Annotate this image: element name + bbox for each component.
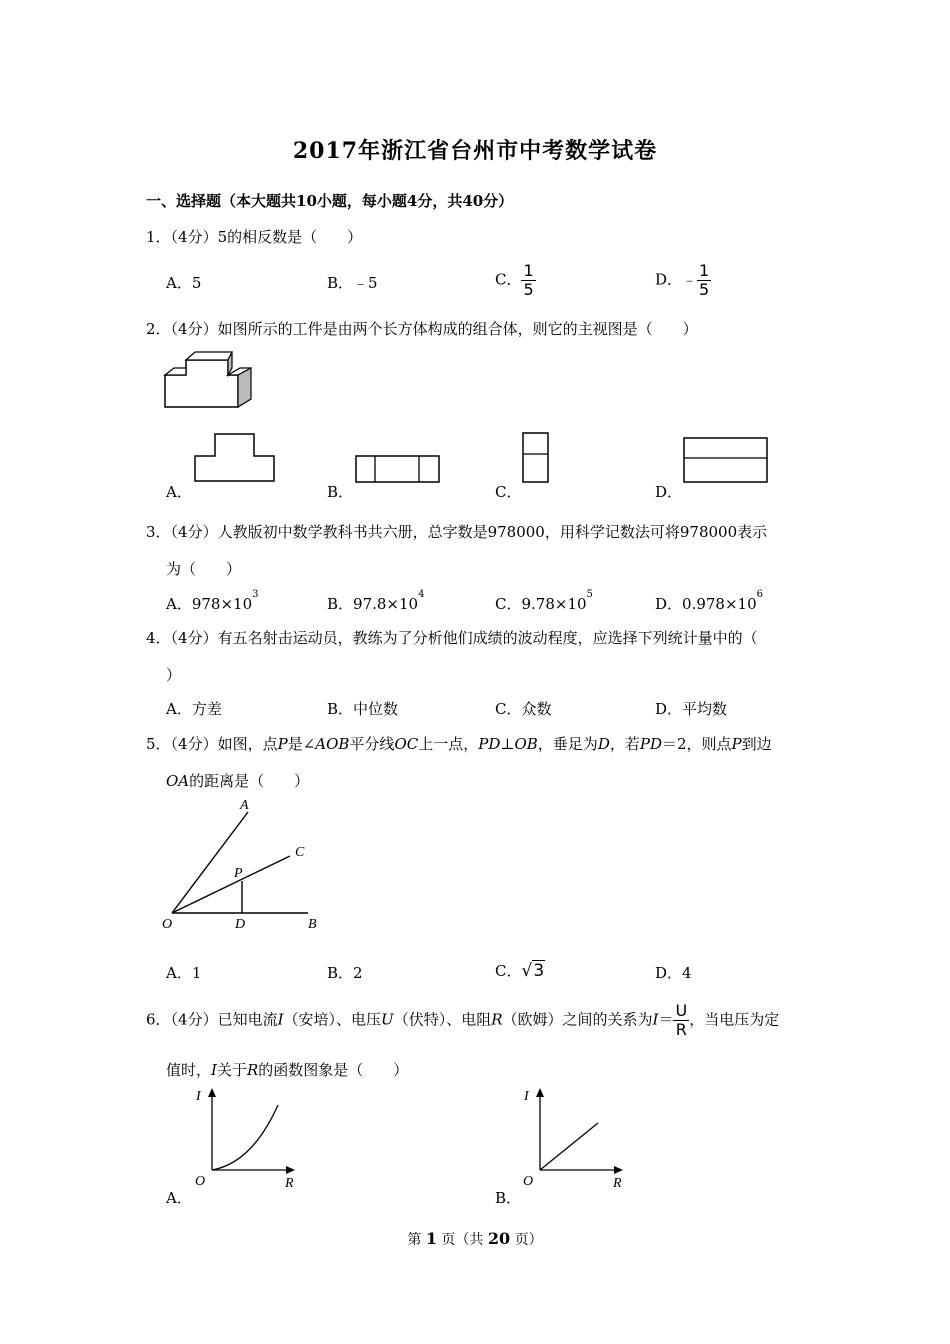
q6-line2-var-i: I xyxy=(211,1061,217,1079)
q6-var-i-2: I xyxy=(652,1010,659,1029)
q2-option-c-figure xyxy=(522,432,550,484)
q5-text-5: ⊥ xyxy=(500,735,515,753)
q3-option-d-exp: 6 xyxy=(756,589,763,600)
q6-a-axis-o: O xyxy=(195,1174,206,1189)
footer-page-number: 1 xyxy=(425,1229,437,1248)
q5-var-p-2: P xyxy=(731,735,742,753)
q6-var-i: I xyxy=(277,1010,284,1029)
q1-option-d-fraction xyxy=(697,262,711,299)
q6-option-b-graph xyxy=(520,1085,635,1195)
q2-option-d: D． xyxy=(655,483,683,501)
q5-option-c-radicand: 3 xyxy=(533,961,545,981)
q5-var-pd-2: PD xyxy=(639,735,662,753)
q6-text-5: ＝ xyxy=(658,1010,674,1029)
q5-var-ob: OB xyxy=(514,735,538,753)
q4-option-b: B．中位数 xyxy=(327,700,399,718)
q1-option-a: A．5 xyxy=(166,274,202,292)
q5-var-d: D xyxy=(597,735,610,753)
q5-text-6: ，垂足为 xyxy=(537,735,598,753)
q3-option-c-base: C．9.78×10 xyxy=(495,595,587,613)
question-5-line-1 xyxy=(146,733,772,754)
q5-label-c: C xyxy=(295,845,305,860)
q6-formula-den: R xyxy=(675,1020,687,1039)
q3-option-c xyxy=(495,589,593,614)
question-6-line-2 xyxy=(166,1059,408,1080)
q6-line2-text-1: 值时， xyxy=(166,1061,212,1079)
q1-option-c-label: C． xyxy=(495,270,522,289)
q5-var-aob: AOB xyxy=(315,735,350,753)
q3-option-b xyxy=(327,589,425,614)
q5-option-b: B．2 xyxy=(327,964,363,982)
q2-option-a: A． xyxy=(166,483,192,501)
q6-line2-text-2: 关于 xyxy=(216,1061,247,1079)
q6-option-b: B． xyxy=(495,1189,522,1207)
q2-option-d-figure xyxy=(683,437,769,483)
q6-text-3: （伏特）、电阻 xyxy=(393,1010,492,1029)
footer-total-pages: 20 xyxy=(487,1229,511,1248)
q5-var-oc: OC xyxy=(394,735,419,753)
q5-option-d: D．4 xyxy=(655,964,692,982)
q2-option-b-figure xyxy=(355,455,441,483)
q5-option-c-sqrt: √3 xyxy=(521,961,545,981)
q5-label-d: D xyxy=(235,917,246,932)
q5-option-c xyxy=(495,960,545,981)
q3-option-b-base: B．97.8×10 xyxy=(327,595,419,613)
q4-option-a: A．方差 xyxy=(166,700,222,718)
q5-text-2: 是∠ xyxy=(287,735,316,753)
q4-option-d: D．平均数 xyxy=(655,700,728,718)
q5-option-a: A．1 xyxy=(166,964,202,982)
q6-formula-num: U xyxy=(675,1001,688,1020)
q6-text-6: ，当电压为定 xyxy=(689,1010,780,1029)
q5-var-p: P xyxy=(277,735,288,753)
q2-workpiece-figure xyxy=(164,349,256,409)
q3-option-d xyxy=(655,589,763,614)
q5-text-4: 上一点， xyxy=(418,735,479,753)
question-4-line-1: 4．（4分）有五名射击运动员，教练为了分析他们成绩的波动程度，应选择下列统计量中的（ xyxy=(146,629,758,647)
q5-angle-figure xyxy=(160,796,330,936)
q2-option-c: C． xyxy=(495,483,522,501)
q5-label-o: O xyxy=(162,917,173,932)
q5-option-c-label: C． xyxy=(495,962,522,980)
q5-text-3: 平分线 xyxy=(349,735,395,753)
q1-option-c-fraction xyxy=(521,262,535,299)
q6-formula-fraction xyxy=(673,1002,689,1039)
q5-text-1: 5．（4分）如图，点 xyxy=(146,735,278,753)
q6-text-2: （安培）、电压 xyxy=(283,1010,382,1029)
q6-a-axis-r: R xyxy=(285,1176,294,1191)
q1-option-d xyxy=(655,262,711,299)
q6-var-u: U xyxy=(381,1010,394,1029)
q5-text-10: 的距离是（ ） xyxy=(189,772,310,790)
q5-label-a: A xyxy=(240,798,249,813)
q5-var-oa: OA xyxy=(166,772,190,790)
q6-line2-text-3: 的函数图象是（ ） xyxy=(258,1061,409,1079)
q1-option-c-num: 1 xyxy=(523,261,534,280)
section-heading: 一、选择题（本大题共10小题，每小题4分，共40分） xyxy=(146,192,514,210)
q1-option-d-sign: ﹣ xyxy=(682,270,698,289)
question-3-line-2: 为（ ） xyxy=(166,560,242,578)
q2-option-a-figure xyxy=(194,433,276,483)
q3-option-b-exp: 4 xyxy=(418,589,425,600)
q5-text-9: 到边 xyxy=(741,735,772,753)
q3-option-a xyxy=(166,589,259,614)
q5-var-pd: PD xyxy=(478,735,501,753)
q1-option-d-num: 1 xyxy=(699,261,710,280)
q1-option-c xyxy=(495,262,536,299)
q1-option-c-den: 5 xyxy=(523,280,534,299)
q3-option-a-base: A．978×10 xyxy=(166,595,253,613)
question-3-line-1: 3．（4分）人教版初中数学教科书共六册，总字数是978000，用科学记数法可将978000表示 xyxy=(146,523,768,541)
q5-text-8: ＝2，则点 xyxy=(661,735,732,753)
q1-option-d-den: 5 xyxy=(699,280,710,299)
q6-line2-var-r: R xyxy=(246,1061,259,1079)
question-1: 1．（4分）5的相反数是（ ） xyxy=(146,228,363,246)
q2-option-b: B． xyxy=(327,483,354,501)
q3-option-a-exp: 3 xyxy=(252,589,259,600)
q1-option-b: B．﹣5 xyxy=(327,274,378,292)
q3-option-c-exp: 5 xyxy=(586,589,593,600)
q6-a-axis-i: I xyxy=(196,1089,201,1104)
footer-text-1: 第 xyxy=(407,1232,426,1248)
q6-option-a: A． xyxy=(166,1189,192,1207)
q6-var-r: R xyxy=(491,1010,503,1029)
q6-b-axis-i: I xyxy=(524,1089,529,1104)
q5-label-p: P xyxy=(234,866,243,881)
question-6-line-1 xyxy=(146,1002,779,1039)
footer-text-3: 页） xyxy=(510,1232,543,1248)
q6-text-1: 6．（4分）已知电流 xyxy=(146,1010,278,1029)
question-5-line-2 xyxy=(166,770,309,791)
q6-option-a-graph xyxy=(192,1085,307,1195)
page-title: 2017年浙江省台州市中考数学试卷 xyxy=(292,138,658,164)
q3-option-d-base: D．0.978×10 xyxy=(655,595,757,613)
question-4-line-2: ） xyxy=(166,666,182,684)
q5-text-7: ，若 xyxy=(609,735,640,753)
footer-text-2: 页（共 xyxy=(436,1232,488,1248)
page-footer xyxy=(0,1229,950,1249)
q5-label-b: B xyxy=(308,917,317,932)
q1-option-d-label: D． xyxy=(655,270,683,289)
q6-b-axis-r: R xyxy=(613,1176,622,1191)
q6-b-axis-o: O xyxy=(523,1174,534,1189)
q4-option-c: C．众数 xyxy=(495,700,552,718)
q6-text-4: （欧姆）之间的关系为 xyxy=(502,1010,653,1029)
question-2: 2．（4分）如图所示的工件是由两个长方体构成的组合体，则它的主视图是（ ） xyxy=(146,320,698,338)
